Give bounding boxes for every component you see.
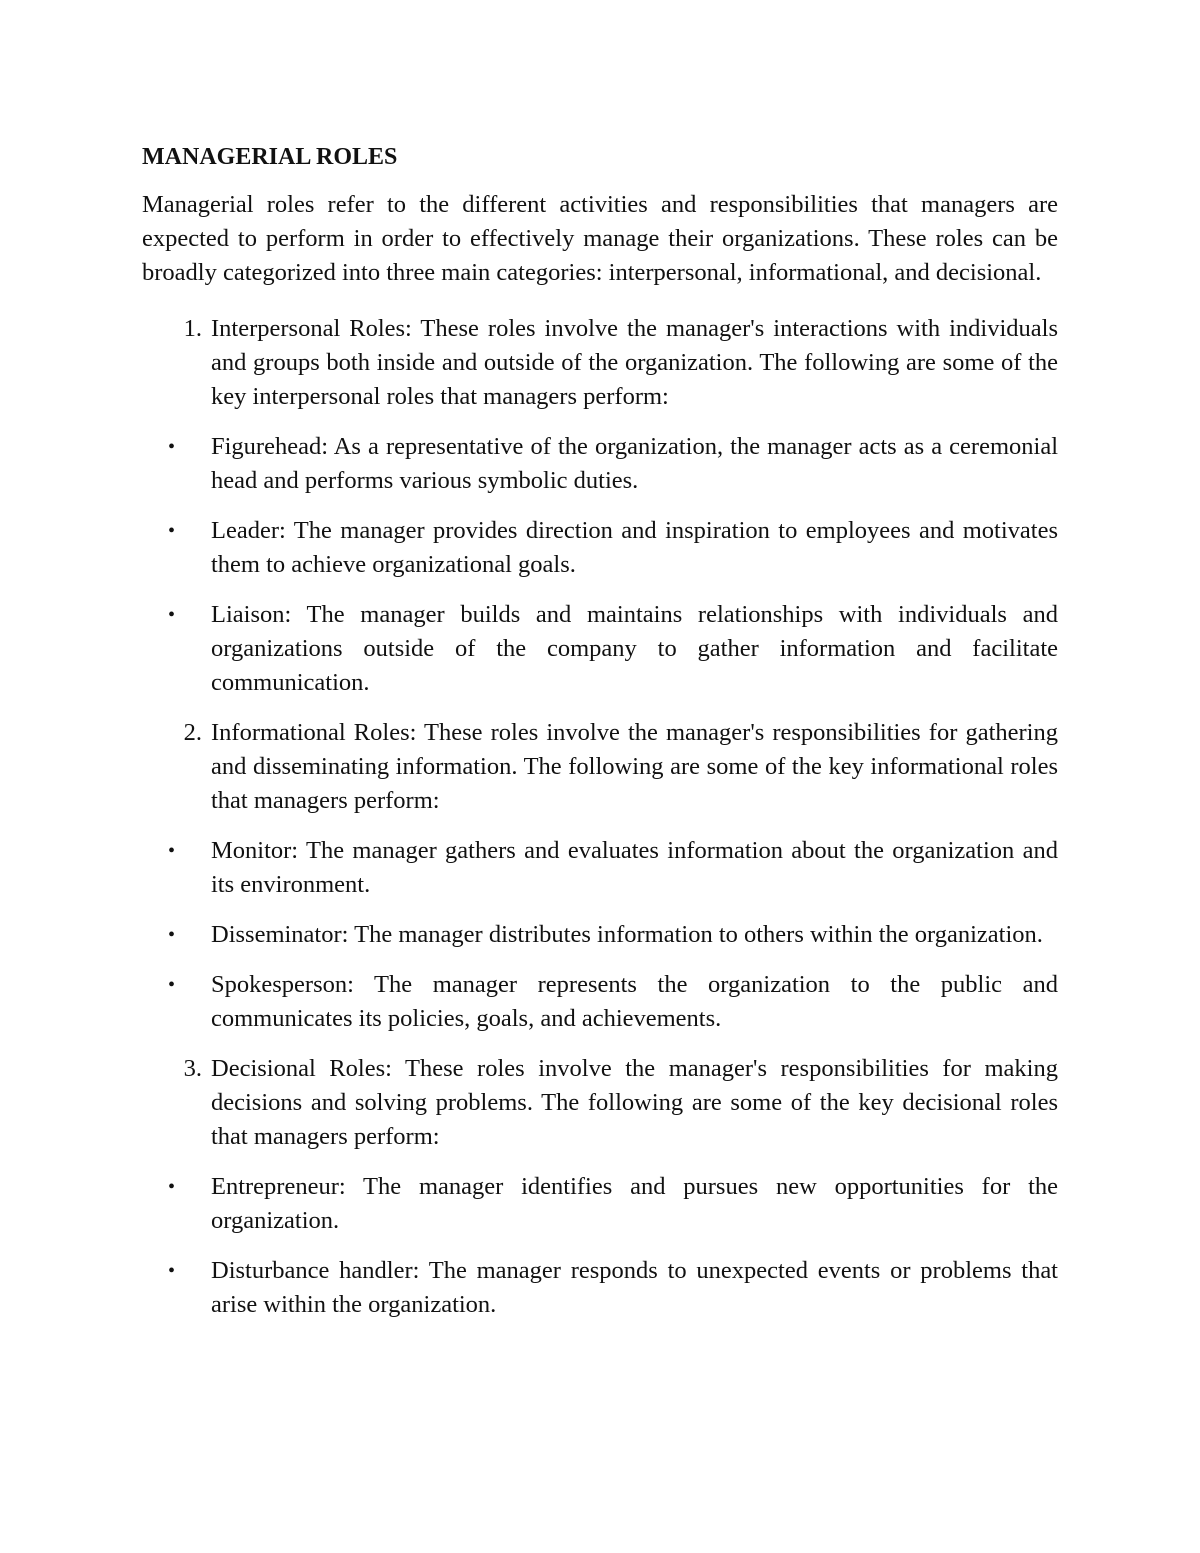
section-2 [142, 716, 1058, 818]
section-3-text: Decisional Roles: These roles involve the manager's responsibilities for making decisions and solving problems. The following are some of the key decisional roles that managers perform: [211, 1055, 1058, 1150]
list-item-text: Figurehead: As a representative of the organization, the manager acts as a ceremonial head and performs various symbolic duties. [211, 433, 1058, 494]
list-item [142, 968, 1058, 1036]
list-item-text: Liaison: The manager builds and maintains relationships with individuals and organizations outside of the company to gather information and facilitate communication. [211, 601, 1058, 696]
list-item [142, 1254, 1058, 1322]
section-1 [142, 312, 1058, 414]
list-item-text: Spokesperson: The manager represents the organization to the public and communicates its policies, goals, and achievements. [211, 971, 1058, 1032]
list-item [142, 1170, 1058, 1238]
section-2-text: Informational Roles: These roles involve the manager's responsibilities for gathering and disseminating information. The following are some of the key informational roles that managers perform: [211, 719, 1058, 814]
page-title: MANAGERIAL ROLES [142, 144, 398, 170]
intro-paragraph: Managerial roles refer to the different activities and responsibilities that managers are expected to perform in order to effectively manage their organizations. These roles can be broadly categorized into three main categories: interpersonal, informational, and decisional. [142, 191, 1058, 286]
section-3-number: 3. [183, 1055, 202, 1082]
bullet-icon: • [168, 520, 176, 542]
list-item [142, 514, 1058, 582]
list-item-text: Disturbance handler: The manager responds to unexpected events or problems that arise within the organization. [211, 1257, 1058, 1318]
list-item-text: Leader: The manager provides direction and inspiration to employees and motivates them to achieve organizational goals. [211, 517, 1058, 578]
bullet-icon: • [168, 436, 176, 458]
list-item [142, 598, 1058, 700]
section-2-number: 2. [183, 719, 202, 746]
list-item [142, 918, 1058, 952]
list-item-text: Disseminator: The manager distributes information to others within the organization. [211, 921, 1043, 948]
list-item-text: Monitor: The manager gathers and evaluates information about the organization and its environment. [211, 837, 1058, 898]
section-1-number: 1. [183, 315, 202, 342]
section-1-text: Interpersonal Roles: These roles involve the manager's interactions with individuals and groups both inside and outside of the organization. The following are some of the key interpersonal roles that managers perform: [211, 315, 1058, 410]
list-item [142, 430, 1058, 498]
bullet-icon: • [168, 604, 176, 626]
list-item-text: Entrepreneur: The manager identifies and pursues new opportunities for the organization. [211, 1173, 1058, 1234]
bullet-icon: • [168, 924, 176, 946]
list-item [142, 834, 1058, 902]
bullet-icon: • [168, 1176, 176, 1198]
bullet-icon: • [168, 840, 176, 862]
bullet-icon: • [168, 974, 176, 996]
section-3 [142, 1052, 1058, 1154]
bullet-icon: • [168, 1260, 176, 1282]
document-page [142, 140, 1058, 1338]
